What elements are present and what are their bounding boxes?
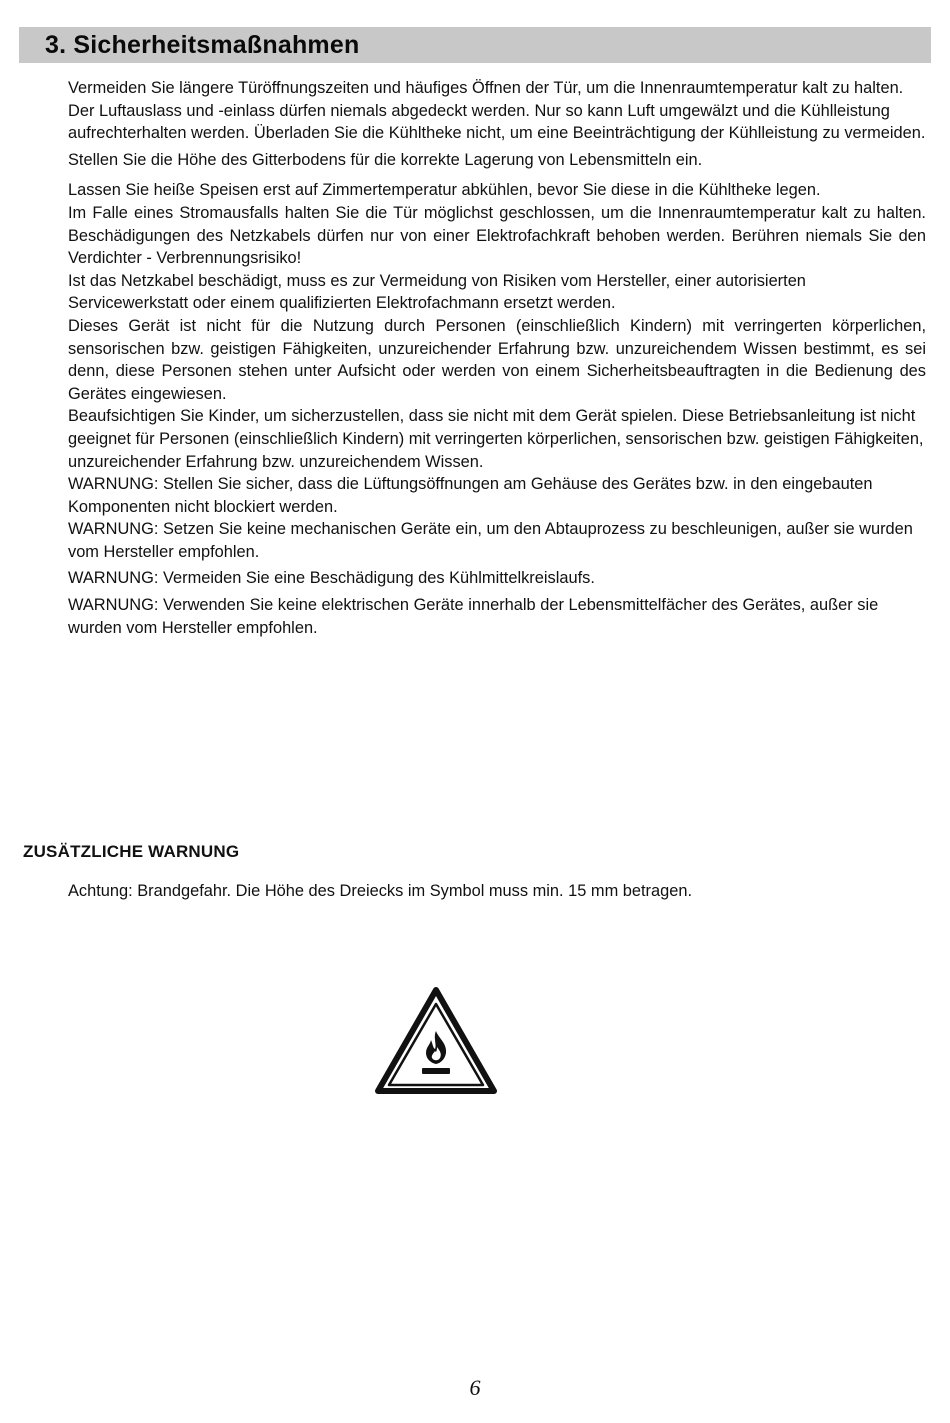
paragraph-shelf-height: Stellen Sie die Höhe des Gitterbodens für die korrekte Lagerung von Lebensmitteln ein. <box>68 150 703 169</box>
flammable-warning-icon <box>375 987 497 1095</box>
warning-defrost: WARNUNG: Setzen Sie keine mechanischen Geräte ein, um den Abtauprozess zu beschleunigen, außer sie wurden vom Hersteller empfohlen. <box>68 520 913 561</box>
paragraph-children: Beaufsichtigen Sie Kinder, um sicherzustellen, dass sie nicht mit dem Gerät spielen. Diese Betriebsanleitung ist nicht geeignet für Personen (einschließlich Kindern) mit verringerten körperlichen, sensorischen bzw. geistigen Fähigkeiten, unzureichender Erfahrung bzw. unzureichendem Wissen. <box>68 407 924 471</box>
paragraph-usage-restrictions: Dieses Gerät ist nicht für die Nutzung durch Personen (einschließlich Kindern) mit verringerten körperlichen, sensorischen bzw. geistigen Fähigkeiten, unzureichender Erfahrung bzw. unzureichendem Wissen bestimmt, es sei denn, diese Personen stehen unter Aufsicht oder werden von einem Sicherheitsbeauftragten in die Bedienung des Gerätes eingewiesen. <box>68 316 926 403</box>
additional-warning-text: Achtung: Brandgefahr. Die Höhe des Dreiecks im Symbol muss min. 15 mm betragen. <box>68 882 693 900</box>
paragraph-hot-food: Lassen Sie heiße Speisen erst auf Zimmertemperatur abkühlen, bevor Sie diese in die Kühltheke legen. <box>68 181 821 200</box>
warning-refrigerant-circuit: WARNUNG: Vermeiden Sie eine Beschädigung des Kühlmittelkreislaufs. <box>68 569 595 588</box>
paragraph-damaged-cable: Ist das Netzkabel beschädigt, muss es zur Vermeidung von Risiken vom Hersteller, einer autorisierten Servicewerkstatt oder einem qualifizierten Elektrofachmann ersetzt werden. <box>68 271 806 313</box>
section-header <box>19 27 931 63</box>
warning-electrical-devices: WARNUNG: Verwenden Sie keine elektrischen Geräte innerhalb der Lebensmittelfächer des Gerätes, außer sie wurden vom Hersteller empfohlen. <box>68 596 879 637</box>
paragraph-air-vents: Der Luftauslass und -einlass dürfen niemals abgedeckt werden. Nur so kann Luft umgewälzt und die Kühlleistung aufrechterhalten werden. Überladen Sie die Kühltheke nicht, um eine Beeinträchtigung der Kühlleistung zu vermeiden. <box>68 101 926 143</box>
warning-ventilation: WARNUNG: Stellen Sie sicher, dass die Lüftungsöffnungen am Gehäuse des Gerätes bzw. in den eingebauten Komponenten nicht blockiert werden. <box>68 475 873 516</box>
paragraph-door-opening: Vermeiden Sie längere Türöffnungszeiten und häufiges Öffnen der Tür, um die Innenraumtemperatur kalt zu halten. <box>68 79 904 97</box>
safety-text-block <box>68 77 926 639</box>
paragraph-power-failure: Im Falle eines Stromausfalls halten Sie die Tür möglichst geschlossen, um die Innenraumtemperatur kalt zu halten. Beschädigungen des Netzkabels dürfen nur von einer Elektrofachkraft behoben werden. Berühren niemals Sie den Verdichter - Verbrennungsrisiko! <box>68 203 926 268</box>
page-number: 6 <box>469 1375 481 1400</box>
additional-warning-title: ZUSÄTZLICHE WARNUNG <box>23 842 240 861</box>
section-title: 3. Sicherheitsmaßnahmen <box>45 30 360 59</box>
